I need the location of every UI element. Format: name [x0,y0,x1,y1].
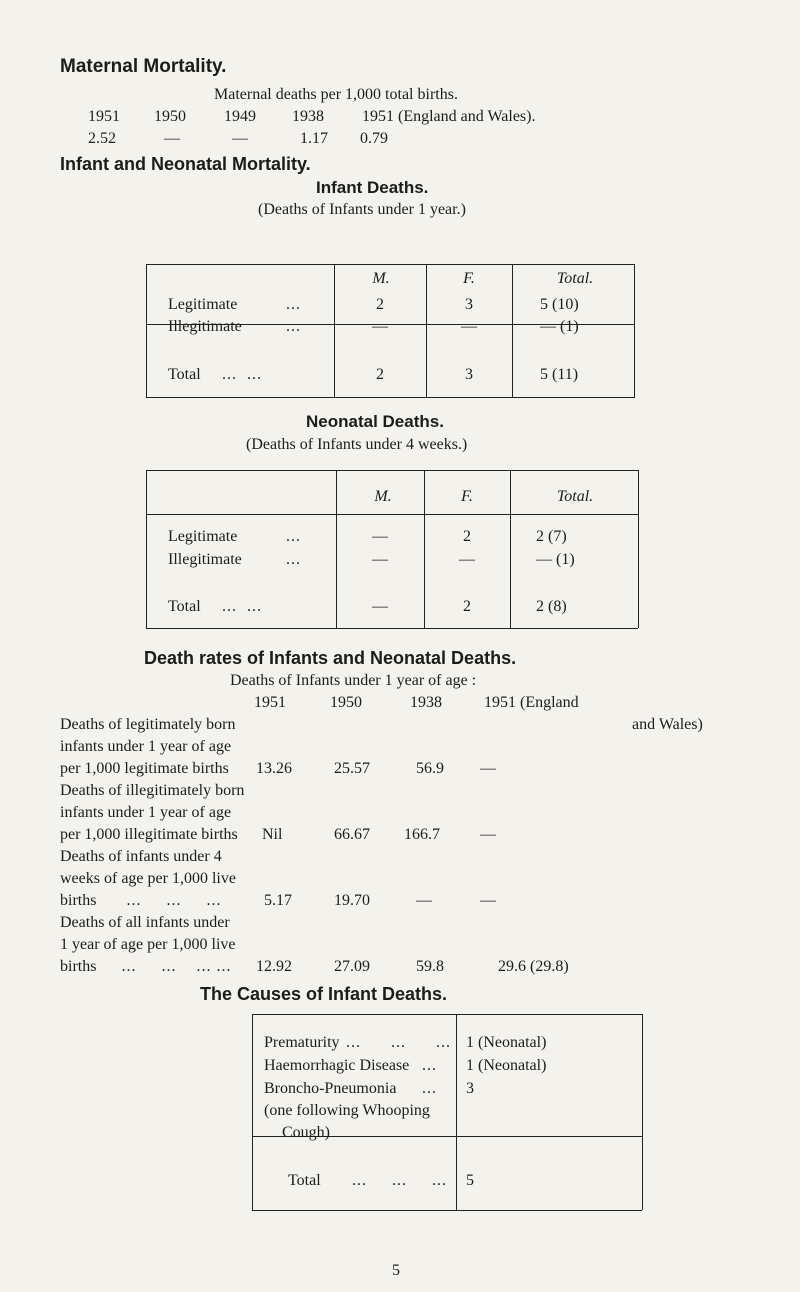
rate-value: — [416,892,432,909]
rate-label: weeks of age per 1,000 live [60,870,236,887]
cause-label: Haemorrhagic Disease [264,1057,410,1074]
rate-value: 59.8 [416,958,444,975]
causes-heading: The Causes of Infant Deaths. [200,984,448,1004]
row-label: Legitimate [168,296,238,313]
cause-label: Prematurity [264,1034,340,1051]
rate-value: 25.57 [334,760,370,777]
neonatal-deaths-heading: Neonatal Deaths. [306,412,444,431]
table-cell: 5 (11) [540,366,579,383]
total-label: Total [288,1172,321,1189]
column-header-total: Total. [556,488,594,505]
rate-value: 66.67 [334,826,370,843]
rate-year-header: and Wales) [632,716,703,733]
rate-value: 27.09 [334,958,370,975]
cause-value: 1 (Neonatal) [466,1057,547,1074]
table-cell: — [372,598,388,615]
maternal-subtitle: Maternal deaths per 1,000 total births. [214,86,458,103]
rate-value: Nil [262,826,283,843]
maternal-year: 1951 [88,108,120,125]
rate-year-header: 1950 [330,694,362,711]
rate-label: infants under 1 year of age [60,738,232,755]
maternal-value: 2.52 [88,130,116,147]
rate-value: 5.17 [264,892,292,909]
rate-value: 166.7 [404,826,440,843]
table-cell: 2 (7) [536,528,567,545]
column-header-m: M. [372,270,390,287]
infant-deaths-heading: Infant Deaths. [316,178,429,197]
table-cell: — [461,318,477,335]
column-header-f: F. [461,488,473,505]
rate-value: 12.92 [256,958,292,975]
row-label: Illegitimate [168,318,242,335]
table-cell: 5 (10) [540,296,579,313]
rate-value: 56.9 [416,760,444,777]
rate-label: Deaths of all infants under [60,914,230,931]
row-label: Illegitimate [168,551,242,568]
cause-label: Broncho-Pneumonia [264,1080,397,1097]
rate-label: births ... ... ... [60,892,222,909]
rate-value: — [480,892,496,909]
column-header-total: Total. [556,270,594,287]
death-rates-subtitle: Deaths of Infants under 1 year of age : [230,672,477,689]
rate-year-header: 1951 (England [484,694,579,711]
rate-value: — [480,760,496,777]
row-label: Legitimate [168,528,238,545]
table-cell: — (1) [540,318,579,335]
maternal-value: — [164,130,180,147]
maternal-year: 1950 [154,108,186,125]
rate-year-header: 1938 [410,694,442,711]
table-cell: 2 [376,296,384,313]
rate-label: infants under 1 year of age [60,804,232,821]
maternal-year: 1949 [224,108,256,125]
rate-value: 13.26 [256,760,292,777]
table-cell: — [372,551,388,568]
table-cell: 2 [463,598,471,615]
rate-year-header: 1951 [254,694,286,711]
page-number: 5 [392,1262,400,1279]
infant-deaths-subtitle: (Deaths of Infants under 1 year.) [258,201,466,218]
table-cell: 2 (8) [536,598,567,615]
rate-label: Deaths of infants under 4 [60,848,222,865]
rate-label: per 1,000 legitimate births [60,760,229,777]
total-label: Total [168,366,201,383]
maternal-year: 1938 [292,108,324,125]
rate-label: births ... ... ... ... [60,958,232,975]
rate-value: 29.6 (29.8) [498,958,569,975]
maternal-value: — [232,130,248,147]
death-rates-heading: Death rates of Infants and Neonatal Deaths. [144,648,517,668]
rate-label: Deaths of illegitimately born [60,782,245,799]
rate-label: per 1,000 illegitimate births [60,826,238,843]
column-header-m: M. [374,488,392,505]
rate-label: 1 year of age per 1,000 live [60,936,236,953]
neonatal-deaths-subtitle: (Deaths of Infants under 4 weeks.) [246,436,468,453]
table-cell: — [459,551,475,568]
cause-value: 1 (Neonatal) [466,1034,547,1051]
table-cell: — [372,318,388,335]
column-header-f: F. [463,270,475,287]
table-cell: — [372,528,388,545]
table-cell: — (1) [536,551,575,568]
table-cell: 2 [376,366,384,383]
table-cell: 2 [463,528,471,545]
rate-label: Deaths of legitimately born [60,716,236,733]
table-cell: 3 [465,366,473,383]
total-label: Total [168,598,201,615]
table-cell: 3 [465,296,473,313]
infant-neonatal-heading: Infant and Neonatal Mortality. [60,154,311,174]
rate-value: — [480,826,496,843]
cause-note: Cough) [282,1124,330,1141]
cause-value: 5 [466,1172,474,1189]
rate-value: 19.70 [334,892,370,909]
maternal-heading: Maternal Mortality. [60,56,227,77]
cause-value: 3 [466,1080,474,1097]
maternal-year: 1951 (England and Wales). [362,108,536,125]
cause-note: (one following Whooping [264,1102,430,1119]
maternal-value: 0.79 [360,130,388,147]
maternal-value: 1.17 [300,130,328,147]
